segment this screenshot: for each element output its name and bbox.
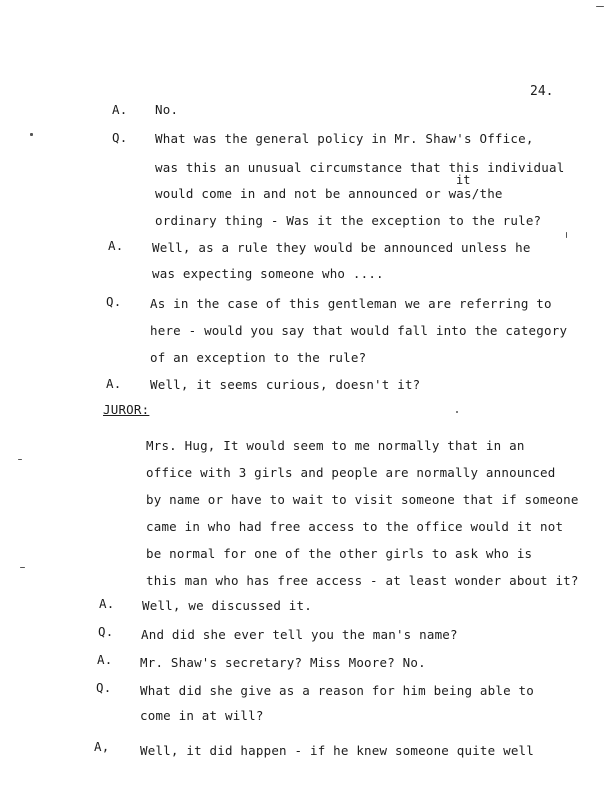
speaker-label: Q. — [98, 624, 114, 639]
transcript-line: came in who had free access to the office would it not — [146, 519, 564, 534]
transcript-line: office with 3 girls and people are normally announced — [146, 465, 556, 480]
transcript-line: Well, it did happen - if he knew someone quite well — [140, 743, 535, 758]
speaker-label: A. — [106, 376, 122, 391]
transcript-line: Well, as a rule they would be announced unless he — [152, 240, 531, 255]
transcript-line: come in at will? — [140, 708, 264, 723]
transcript-line: What was the general policy in Mr. Shaw's Office, — [155, 131, 534, 146]
transcript-line: No. — [155, 102, 179, 117]
scan-speck — [30, 133, 33, 136]
transcript-line: ordinary thing - Was it the exception to the rule? — [155, 213, 542, 228]
speaker-label: Q. — [96, 680, 112, 695]
transcript-line: Mrs. Hug, It would seem to me normally that in an — [146, 438, 525, 453]
transcript-line: was expecting someone who .... — [152, 266, 384, 281]
speaker-label: Q. — [112, 130, 128, 145]
transcript-line: this man who has free access - at least wonder about it? — [146, 573, 579, 588]
scan-speck — [18, 459, 22, 460]
speaker-label: A. — [112, 102, 128, 117]
speaker-label: A. — [97, 652, 113, 667]
juror-heading: JUROR: — [103, 402, 150, 417]
transcript-line: here - would you say that would fall into the category — [150, 323, 568, 338]
scan-speck — [596, 6, 604, 7]
transcript-line: What did she give as a reason for him being able to — [140, 683, 535, 698]
speaker-label: A. — [99, 596, 115, 611]
transcript-line: And did she ever tell you the man's name? — [141, 627, 458, 642]
transcript-line: Mr. Shaw's secretary? Miss Moore? No. — [140, 655, 426, 670]
transcript-line: Well, it seems curious, doesn't it? — [150, 377, 421, 392]
transcript-line: As in the case of this gentleman we are referring to — [150, 296, 552, 311]
scan-speck — [456, 411, 458, 413]
transcript-line: of an exception to the rule? — [150, 350, 367, 365]
speaker-label: A, — [94, 739, 110, 754]
speaker-label: A. — [108, 238, 124, 253]
transcript-line: was this an unusual circumstance that this individual — [155, 160, 565, 175]
transcript-line: be normal for one of the other girls to ask who is — [146, 546, 533, 561]
transcript-line: Well, we discussed it. — [142, 598, 312, 613]
transcript-line: would come in and not be announced or was/the — [155, 186, 503, 201]
scan-speck — [20, 567, 25, 568]
transcript-line: by name or have to wait to visit someone that if someone — [146, 492, 579, 507]
speaker-label: Q. — [106, 294, 122, 309]
page-number: 24. — [530, 84, 554, 99]
handwritten-insert: it — [456, 173, 471, 187]
scan-speck — [566, 232, 567, 238]
